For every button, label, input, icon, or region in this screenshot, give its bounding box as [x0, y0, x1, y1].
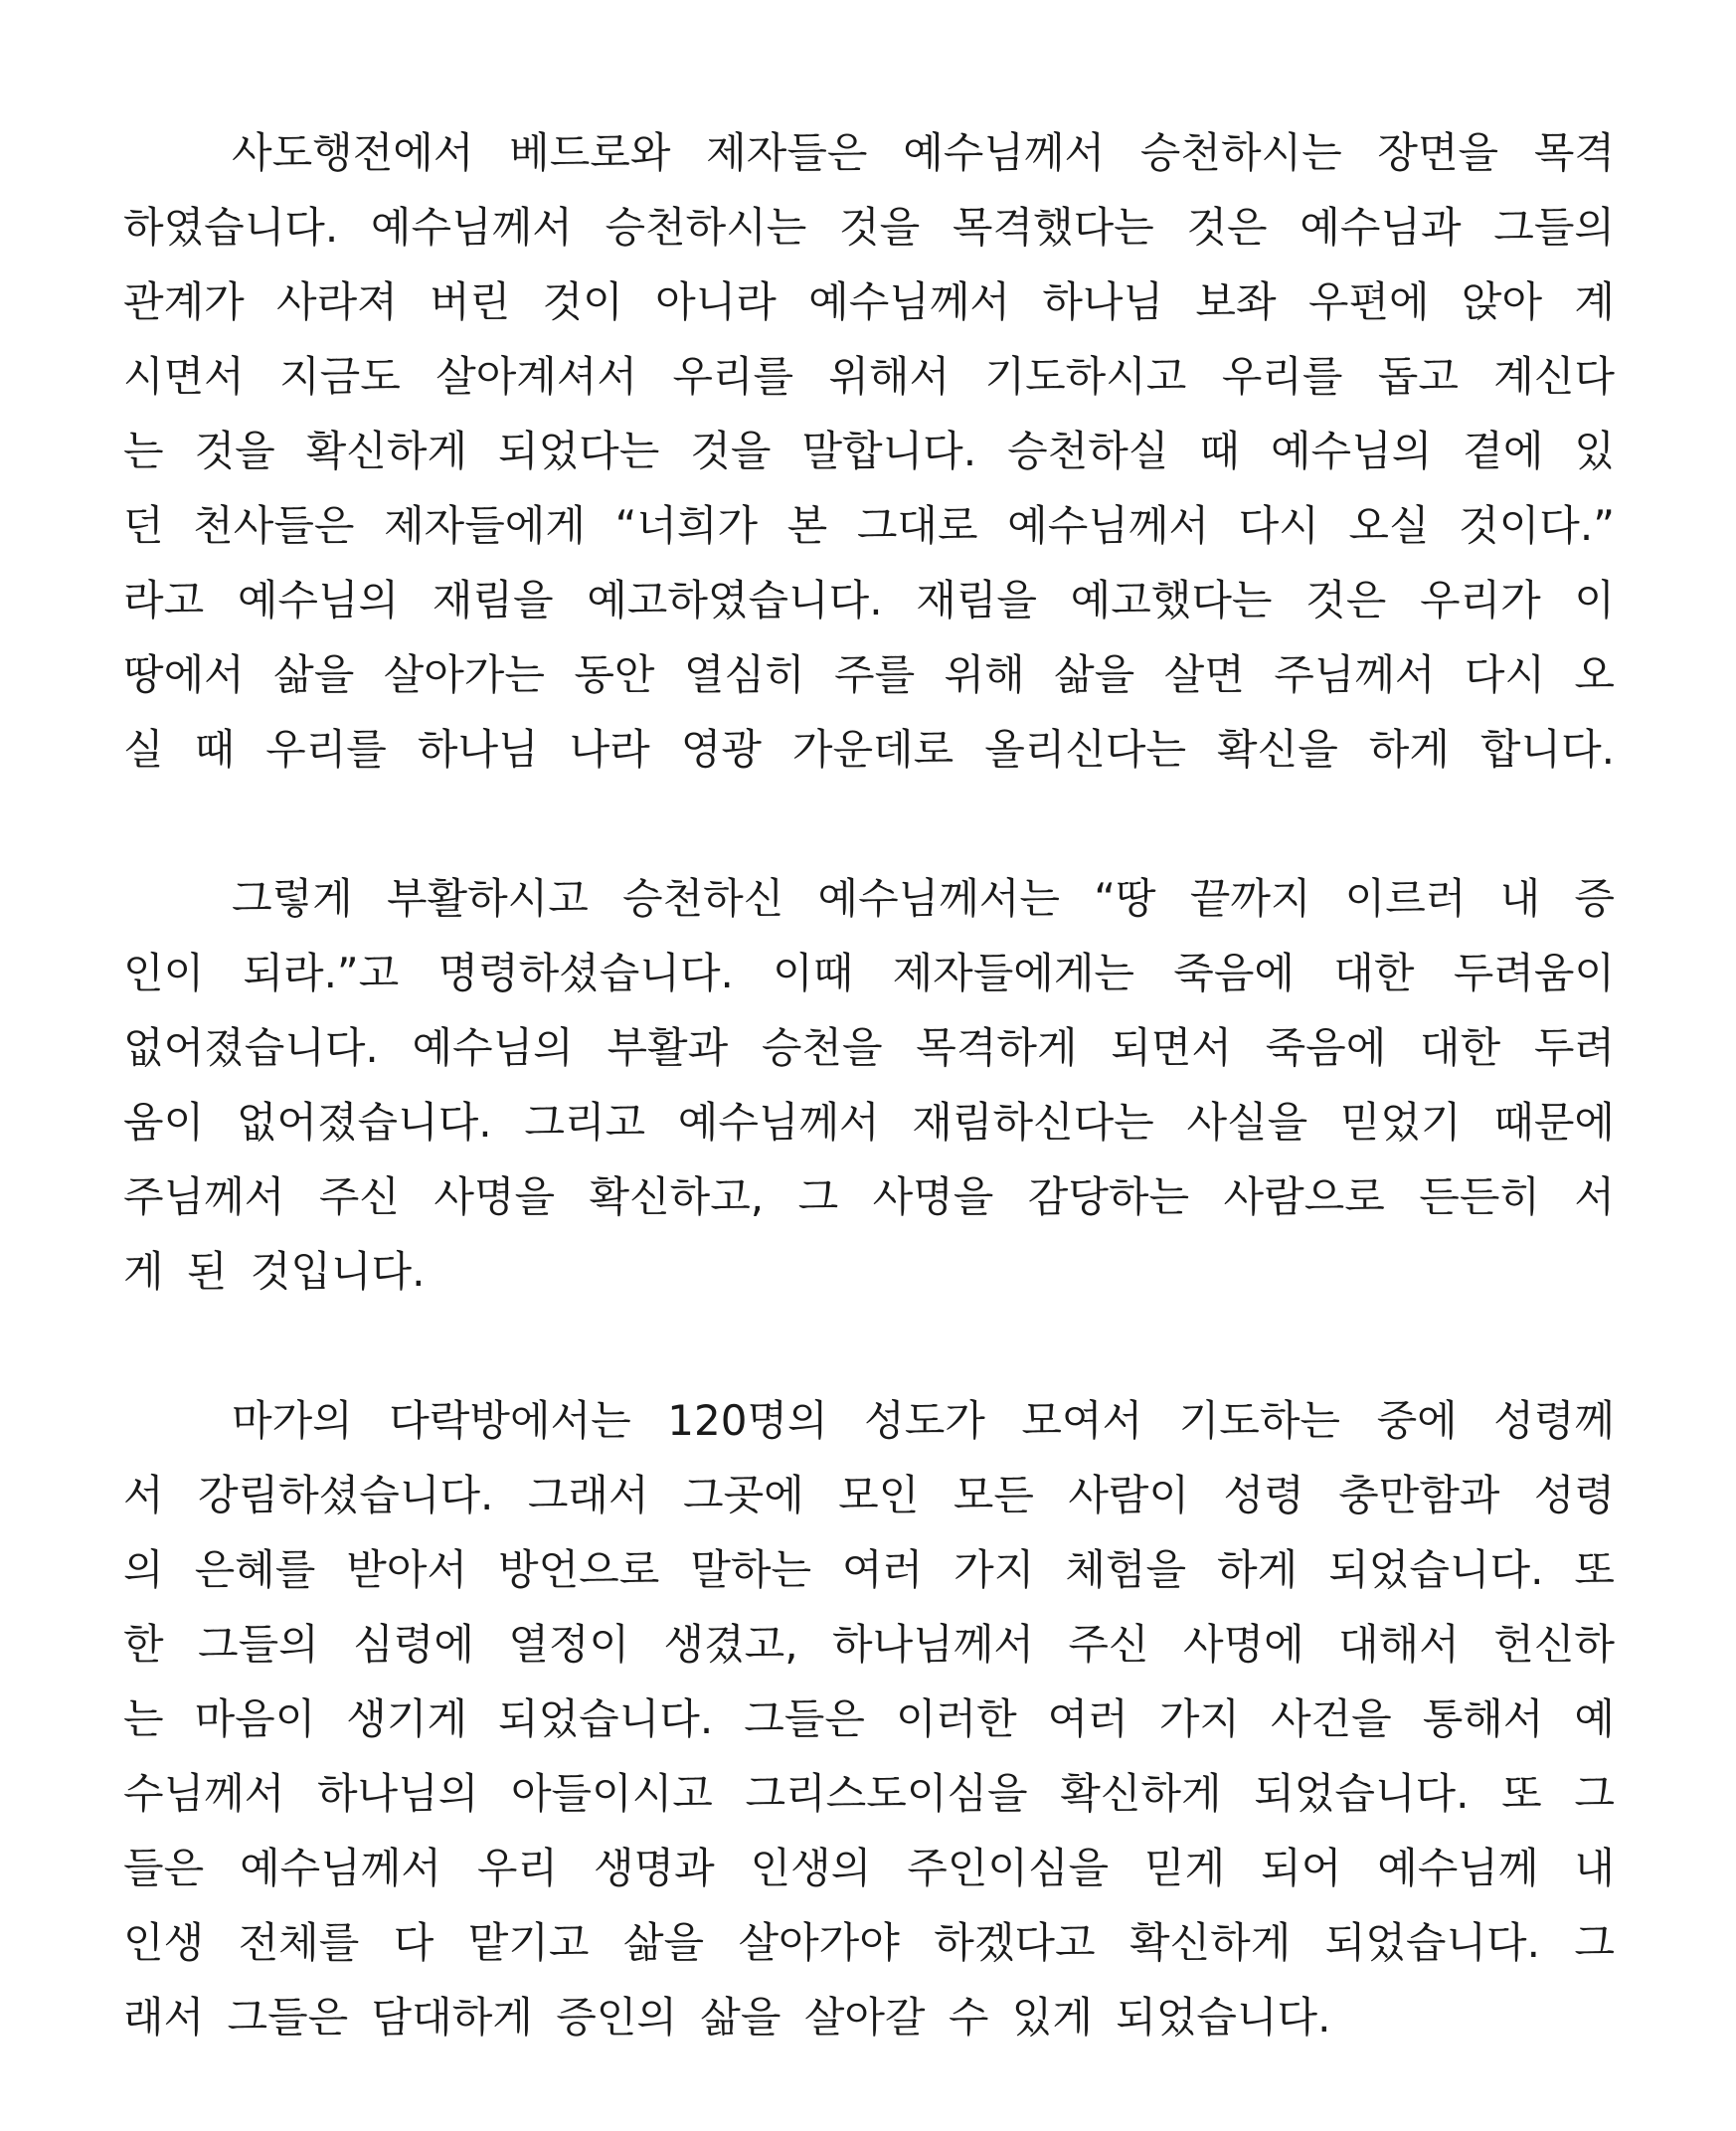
text-line: 던 천사들은 제자들에게 “너희가 본 그대로 예수님께서 다시 오실 것이다.” — [123, 501, 1615, 550]
paragraph-spacer — [123, 787, 1615, 861]
text-line: 시면서 지금도 살아계셔서 우리를 위해서 기도하시고 우리를 돕고 계신다 — [123, 352, 1615, 401]
text-line: 인이 되라.”고 명령하셨습니다. 이때 제자들에게는 죽음에 대한 두려움이 — [123, 949, 1615, 997]
text-line: 는 것을 확신하게 되었다는 것을 말합니다. 승천하실 때 예수님의 곁에 있 — [123, 427, 1615, 475]
text-line: 실 때 우리를 하나님 나라 영광 가운데로 올리신다는 확신을 하게 합니다. — [123, 725, 1615, 774]
text-line: 수님께서 하나님의 아들이시고 그리스도이심을 확신하게 되었습니다. 또 그 — [123, 1769, 1615, 1818]
paragraph-spacer — [123, 1309, 1615, 1383]
text-line: 주님께서 주신 사명을 확신하고, 그 사명을 감당하는 사람으로 든든히 서 — [123, 1172, 1615, 1221]
text-line: 그렇게 부활하시고 승천하신 예수님께서는 “땅 끝까지 이르러 내 증 — [232, 874, 1615, 923]
text-line: 하였습니다. 예수님께서 승천하시는 것을 목격했다는 것은 예수님과 그들의 — [123, 203, 1615, 252]
text-line: 들은 예수님께서 우리 생명과 인생의 주인이심을 믿게 되어 예수님께 내 — [123, 1844, 1615, 1892]
paragraph-2 — [123, 861, 1615, 1309]
text-line: 의 은혜를 받아서 방언으로 말하는 여러 가지 체험을 하게 되었습니다. 또 — [123, 1545, 1615, 1594]
text-line: 관계가 사라져 버린 것이 아니라 예수님께서 하나님 보좌 우편에 앉아 계 — [123, 277, 1615, 326]
text-line: 래서 그들은 담대하게 증인의 삶을 살아갈 수 있게 되었습니다. — [123, 1993, 1331, 2042]
text-line: 라고 예수님의 재림을 예고하였습니다. 재림을 예고했다는 것은 우리가 이 — [123, 576, 1615, 624]
text-line: 서 강림하셨습니다. 그래서 그곳에 모인 모든 사람이 성령 충만함과 성령 — [123, 1471, 1615, 1519]
text-line: 움이 없어졌습니다. 그리고 예수님께서 재림하신다는 사실을 믿었기 때문에 — [123, 1098, 1615, 1147]
text-line: 마가의 다락방에서는 120명의 성도가 모여서 기도하는 중에 성령께 — [232, 1396, 1615, 1445]
text-line: 인생 전체를 다 맡기고 삶을 살아가야 하겠다고 확신하게 되었습니다. 그 — [123, 1918, 1615, 1967]
text-line: 사도행전에서 베드로와 제자들은 예수님께서 승천하시는 장면을 목격 — [232, 128, 1615, 177]
paragraph-3 — [123, 1383, 1615, 2054]
text-line: 땅에서 삶을 살아가는 동안 열심히 주를 위해 삶을 살면 주님께서 다시 오 — [123, 650, 1615, 699]
document-body — [123, 115, 1615, 2054]
text-line: 는 마음이 생기게 되었습니다. 그들은 이러한 여러 가지 사건을 통해서 예 — [123, 1694, 1615, 1743]
text-line: 게 된 것입니다. — [123, 1247, 426, 1296]
paragraph-1 — [123, 115, 1615, 787]
text-line: 없어졌습니다. 예수님의 부활과 승천을 목격하게 되면서 죽음에 대한 두려 — [123, 1023, 1615, 1072]
text-line: 한 그들의 심령에 열정이 생겼고, 하나님께서 주신 사명에 대해서 헌신하 — [123, 1620, 1615, 1669]
